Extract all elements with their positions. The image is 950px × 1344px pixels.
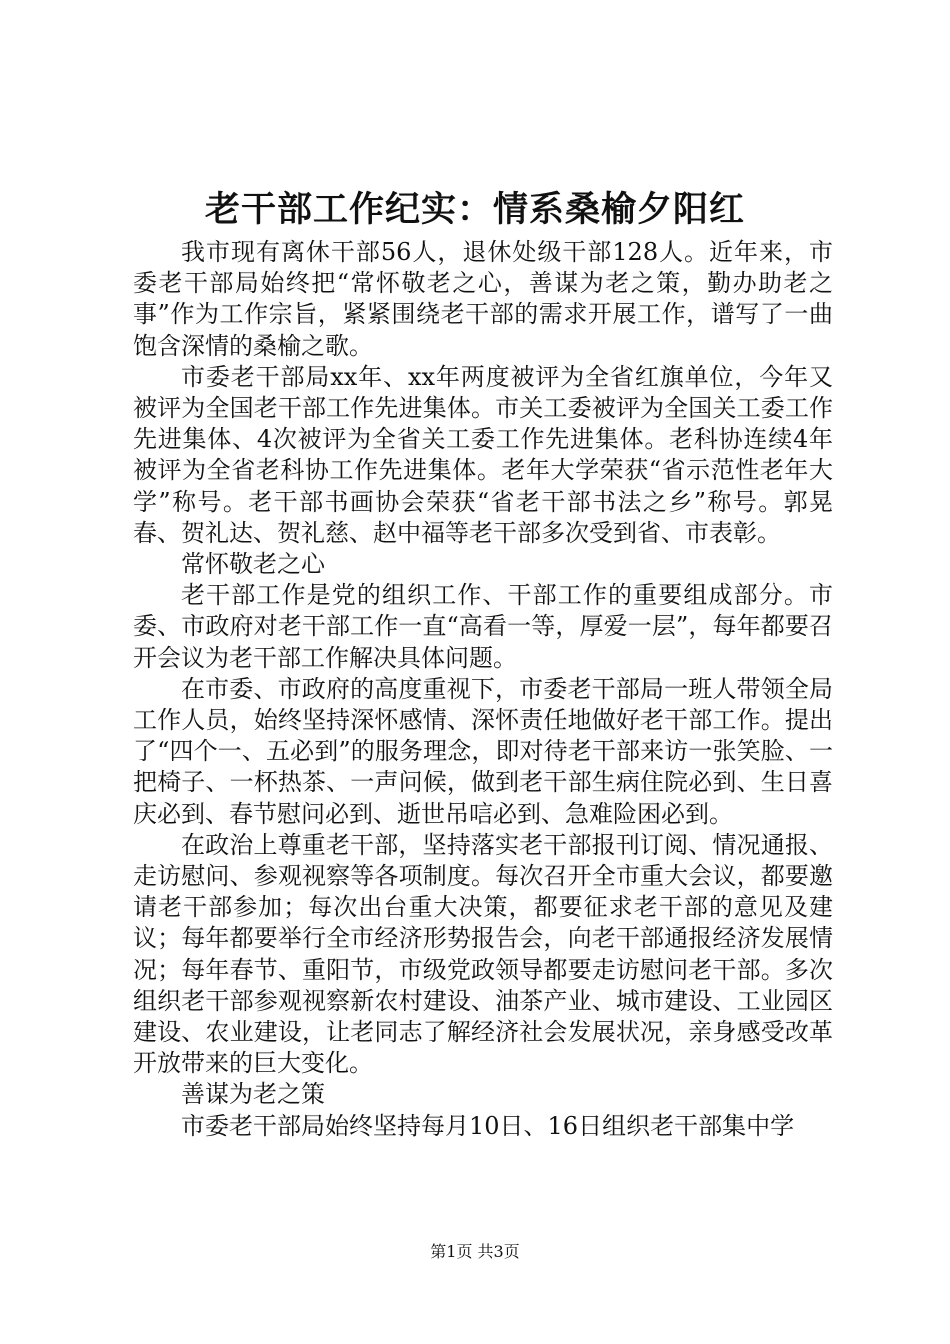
document-title: 老干部工作纪实：情系桑榆夕阳红 [204,189,745,230]
paragraph-honors: 市委老干部局xx年、xx年两度被评为全省红旗单位，今年又被评为全国老干部工作先进集体。市关工委被评为全国关工委工作先进集体、4次被评为全省关工委工作先进集体。老科协连续4年被评为全省老科协工作先进集体。老年大学荣获“省示范性老年大学”称号。老干部书画协会荣获“省老干部书法之乡”称号。郭晃春、贺礼达、贺礼慈、赵中福等老干部多次受到省、市表彰。 [133,362,833,547]
document-body [133,237,833,1142]
section-heading-policy: 善谋为老之策 [181,1080,325,1109]
paragraph-intro: 我市现有离休干部56人，退休处级干部128人。近年来，市委老干部局始终把“常怀敬老之心，善谋为老之策，勤办助老之事”作为工作宗旨，紧紧围绕老干部的需求开展工作，谱写了一曲饱含深情的桑榆之歌。 [133,238,833,360]
paragraph-political-respect: 在政治上尊重老干部，坚持落实老干部报刊订阅、情况通报、走访慰问、参观视察等各项制度。每次召开全市重大会议，都要邀请老干部参加；每次出台重大决策，都要征求老干部的意见及建议；每年都要举行全市经济形势报告会，向老干部通报经济发展情况；每年春节、重阳节，市级党政领导都要走访慰问老干部。多次组织老干部参观视察新农村建设、油茶产业、城市建设、工业园区建设、农业建设，让老同志了解经济社会发展状况，亲身感受改革开放带来的巨大变化。 [133,830,833,1078]
section-heading-respect: 常怀敬老之心 [181,550,325,579]
page-footer: 第1页 共3页 [430,1242,520,1261]
paragraph-study: 市委老干部局始终坚持每月10日、16日组织老干部集中学 [181,1111,795,1140]
paragraph-importance: 老干部工作是党的组织工作、干部工作的重要组成部分。市委、市政府对老干部工作一直“高看一等，厚爱一层”，每年都要召开会议为老干部工作解决具体问题。 [133,581,833,672]
paragraph-service-concept: 在市委、市政府的高度重视下，市委老干部局一班人带领全局工作人员，始终坚持深怀感情、深怀责任地做好老干部工作。提出了“四个一、五必到”的服务理念，即对待老干部来访一张笑脸、一把椅子、一杯热茶、一声问候，做到老干部生病住院必到、生日喜庆必到、春节慰问必到、逝世吊唁必到、急难险困必到。 [133,674,833,828]
